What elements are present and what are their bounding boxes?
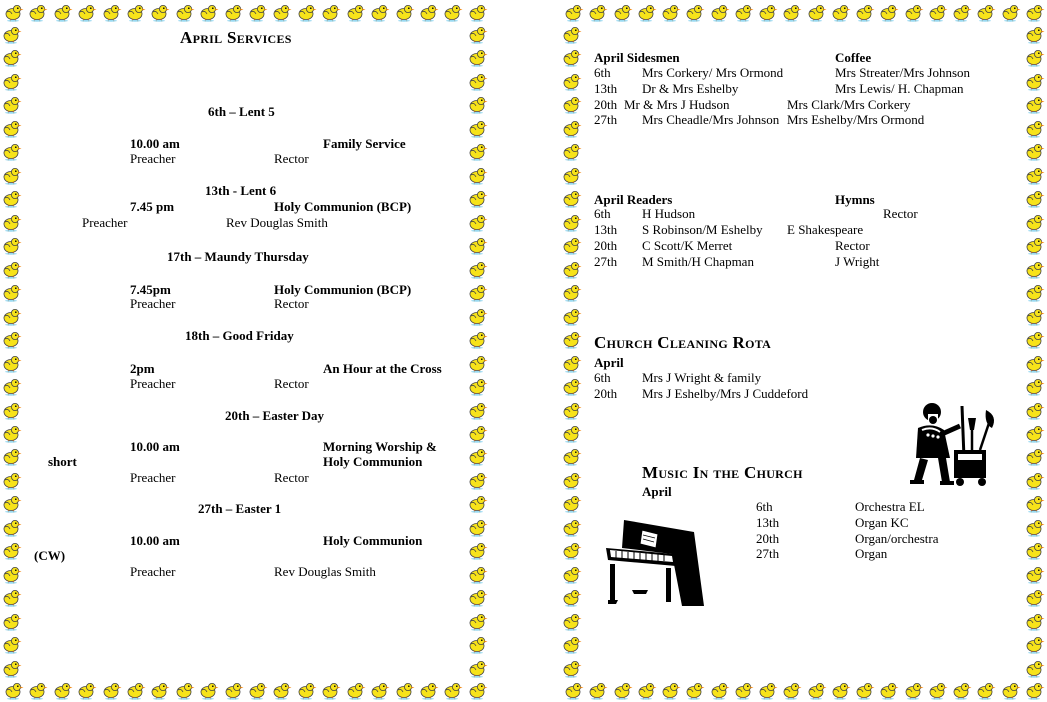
chick-icon xyxy=(0,587,22,607)
chick-icon xyxy=(0,118,22,138)
coffee-name: Mrs Streater/Mrs Johnson xyxy=(835,65,971,80)
chick-icon xyxy=(0,212,22,232)
chick-icon xyxy=(368,2,390,22)
chick-icon xyxy=(1023,587,1045,607)
preacher-label: Preacher xyxy=(130,470,176,485)
chick-icon xyxy=(0,658,22,678)
chick-icon xyxy=(853,680,875,700)
chick-icon xyxy=(560,517,582,537)
service-name: Family Service xyxy=(323,136,406,151)
chick-icon xyxy=(659,2,681,22)
chick-icon xyxy=(1023,634,1045,654)
chick-icon xyxy=(0,94,22,114)
service-overflow-text: (CW) xyxy=(34,548,66,563)
chick-icon xyxy=(560,493,582,513)
chick-icon xyxy=(560,423,582,443)
cleaning-date: 6th xyxy=(594,370,611,385)
piano-clipart xyxy=(602,514,708,612)
chick-icon xyxy=(0,165,22,185)
chick-icon xyxy=(270,2,292,22)
chick-icon xyxy=(26,2,48,22)
chick-icon xyxy=(560,446,582,466)
service-day: 6th – Lent 5 xyxy=(208,104,275,119)
chick-icon xyxy=(560,282,582,302)
chick-icon xyxy=(466,24,488,44)
service-time: 10.00 am xyxy=(130,533,180,548)
chick-icon xyxy=(319,680,341,700)
chick-icon xyxy=(466,446,488,466)
sidesmen-date: 27th xyxy=(594,112,618,127)
chick-icon xyxy=(2,2,24,22)
sidesmen-name: Dr & Mrs Eshelby xyxy=(642,81,739,96)
chick-icon xyxy=(0,376,22,396)
chick-icon xyxy=(2,680,24,700)
chick-icon xyxy=(902,680,924,700)
coffee-name: Mrs Lewis/ H. Chapman xyxy=(835,81,964,96)
chick-icon xyxy=(148,680,170,700)
chick-icon xyxy=(0,306,22,326)
chick-icon xyxy=(441,680,463,700)
service-time: 2pm xyxy=(130,361,155,376)
hymns-name: J Wright xyxy=(835,254,880,269)
chick-icon xyxy=(466,680,488,700)
chick-icon xyxy=(560,235,582,255)
cleaning-month: April xyxy=(594,355,624,370)
chick-icon xyxy=(560,658,582,678)
chick-icon xyxy=(75,680,97,700)
chick-icon xyxy=(560,587,582,607)
chick-icon xyxy=(0,329,22,349)
chick-icon xyxy=(246,680,268,700)
service-day: 17th – Maundy Thursday xyxy=(167,249,309,264)
chick-icon xyxy=(295,680,317,700)
chick-icon xyxy=(560,470,582,490)
chick-icon xyxy=(635,2,657,22)
chick-border-bottom xyxy=(0,680,490,702)
chick-icon xyxy=(100,680,122,700)
chick-icon xyxy=(466,212,488,232)
chick-icon xyxy=(466,306,488,326)
chick-icon xyxy=(708,2,730,22)
chick-icon xyxy=(1023,376,1045,396)
chick-icon xyxy=(0,24,22,44)
chick-icon xyxy=(466,282,488,302)
chick-icon xyxy=(466,71,488,91)
chick-icon xyxy=(805,2,827,22)
chick-icon xyxy=(683,680,705,700)
chick-border-right xyxy=(466,24,490,678)
chick-icon xyxy=(0,71,22,91)
chick-icon xyxy=(393,2,415,22)
readers-date: 27th xyxy=(594,254,618,269)
chick-icon xyxy=(466,188,488,208)
chick-icon xyxy=(26,680,48,700)
chick-icon xyxy=(466,376,488,396)
chick-icon xyxy=(1023,165,1045,185)
chick-icon xyxy=(974,680,996,700)
chick-icon xyxy=(560,165,582,185)
chick-icon xyxy=(560,259,582,279)
chick-icon xyxy=(999,2,1021,22)
cleaning-rota-title: Church Cleaning Rota xyxy=(594,333,772,352)
chick-icon xyxy=(756,2,778,22)
preacher-label: Preacher xyxy=(130,151,176,166)
chick-icon xyxy=(1023,47,1045,67)
readers-header: April Readers xyxy=(594,192,673,207)
service-overflow-text: short xyxy=(48,454,77,469)
readers-name: M Smith/H Chapman xyxy=(642,254,754,269)
chick-icon xyxy=(368,680,390,700)
chick-icon xyxy=(877,680,899,700)
chick-icon xyxy=(853,2,875,22)
chick-icon xyxy=(586,680,608,700)
chick-icon xyxy=(560,306,582,326)
chick-icon xyxy=(974,2,996,22)
chick-icon xyxy=(1023,470,1045,490)
chick-icon xyxy=(683,2,705,22)
cleaning-name: Mrs J Eshelby/Mrs J Cuddeford xyxy=(642,386,809,401)
service-name: Morning Worship & xyxy=(323,439,437,454)
left-page xyxy=(0,0,490,702)
coffee-name: Mrs Eshelby/Mrs Ormond xyxy=(787,112,925,127)
hymns-name: Rector xyxy=(835,238,870,253)
chick-icon xyxy=(560,611,582,631)
right-page xyxy=(560,0,1047,702)
readers-date: 20th xyxy=(594,238,618,253)
music-date: 13th xyxy=(756,515,780,530)
chick-icon xyxy=(466,540,488,560)
sidesmen-name: Mrs Corkery/ Mrs Ormond xyxy=(642,65,784,80)
chick-icon xyxy=(805,680,827,700)
chick-icon xyxy=(466,235,488,255)
chick-icon xyxy=(466,353,488,373)
sidesmen-name: Mrs Cheadle/Mrs Johnson xyxy=(642,112,780,127)
chick-icon xyxy=(466,470,488,490)
service-name: Holy Communion (BCP) xyxy=(274,282,412,297)
chick-icon xyxy=(0,611,22,631)
chick-icon xyxy=(732,680,754,700)
chick-icon xyxy=(0,517,22,537)
chick-icon xyxy=(1023,306,1045,326)
chick-icon xyxy=(466,493,488,513)
chick-icon xyxy=(1023,282,1045,302)
chick-icon xyxy=(1023,423,1045,443)
service-name-line2: Holy Communion xyxy=(323,454,423,469)
chick-icon xyxy=(1023,611,1045,631)
service-name: Holy Communion xyxy=(323,533,423,548)
chick-icon xyxy=(0,446,22,466)
chick-icon xyxy=(1023,353,1045,373)
preacher-name: Rector xyxy=(274,470,309,485)
chick-icon xyxy=(560,329,582,349)
hymns-name: E Shakespeare xyxy=(787,222,864,237)
chick-icon xyxy=(0,353,22,373)
chick-icon xyxy=(466,259,488,279)
chick-icon xyxy=(466,2,488,22)
chick-icon xyxy=(0,188,22,208)
preacher-label: Preacher xyxy=(130,296,176,311)
chick-icon xyxy=(560,71,582,91)
chick-icon xyxy=(1023,118,1045,138)
service-time: 10.00 am xyxy=(130,439,180,454)
chick-icon xyxy=(1023,400,1045,420)
chick-icon xyxy=(586,2,608,22)
service-day: 18th – Good Friday xyxy=(185,328,294,343)
chick-icon xyxy=(466,400,488,420)
chick-border-left xyxy=(560,24,584,678)
chick-icon xyxy=(560,376,582,396)
chick-icon xyxy=(560,188,582,208)
chick-icon xyxy=(999,680,1021,700)
chick-icon xyxy=(270,680,292,700)
chick-icon xyxy=(902,2,924,22)
chick-icon xyxy=(560,634,582,654)
sidesmen-name: Mr & Mrs J Hudson xyxy=(624,97,730,112)
chick-icon xyxy=(466,658,488,678)
chick-border-top xyxy=(560,2,1047,24)
chick-icon xyxy=(560,212,582,232)
music-date: 6th xyxy=(756,499,773,514)
readers-name: H Hudson xyxy=(642,206,696,221)
chick-icon xyxy=(466,517,488,537)
chick-icon xyxy=(466,634,488,654)
music-name: Organ xyxy=(855,546,888,561)
chick-icon xyxy=(466,611,488,631)
music-month: April xyxy=(642,484,672,499)
chick-icon xyxy=(950,2,972,22)
chick-icon xyxy=(560,141,582,161)
readers-date: 13th xyxy=(594,222,618,237)
preacher-label: Preacher xyxy=(130,564,176,579)
music-date: 20th xyxy=(756,531,780,546)
chick-icon xyxy=(466,94,488,114)
preacher-name: Rector xyxy=(274,376,309,391)
chick-icon xyxy=(560,564,582,584)
chick-icon xyxy=(708,680,730,700)
chick-icon xyxy=(173,680,195,700)
chick-icon xyxy=(466,118,488,138)
chick-icon xyxy=(441,2,463,22)
chick-icon xyxy=(1023,517,1045,537)
readers-name: C Scott/K Merret xyxy=(642,238,733,253)
coffee-name: Mrs Clark/Mrs Corkery xyxy=(787,97,911,112)
sidesmen-date: 6th xyxy=(594,65,611,80)
chick-icon xyxy=(1023,446,1045,466)
chick-icon xyxy=(877,2,899,22)
chick-border-right xyxy=(1023,24,1047,678)
chick-icon xyxy=(0,400,22,420)
chick-border-bottom xyxy=(560,680,1047,702)
chick-icon xyxy=(319,2,341,22)
chick-icon xyxy=(732,2,754,22)
chick-icon xyxy=(1023,493,1045,513)
preacher-label: Preacher xyxy=(130,376,176,391)
chick-icon xyxy=(611,2,633,22)
chick-icon xyxy=(466,564,488,584)
sidesmen-date: 13th xyxy=(594,81,618,96)
chick-icon xyxy=(926,2,948,22)
hymns-name: Rector xyxy=(883,206,918,221)
chick-icon xyxy=(466,165,488,185)
chick-icon xyxy=(1023,658,1045,678)
chick-icon xyxy=(0,540,22,560)
chick-icon xyxy=(1023,259,1045,279)
chick-icon xyxy=(466,423,488,443)
chick-icon xyxy=(417,680,439,700)
chick-icon xyxy=(75,2,97,22)
chick-icon xyxy=(222,2,244,22)
preacher-label: Preacher xyxy=(82,215,128,230)
chick-icon xyxy=(756,680,778,700)
chick-icon xyxy=(124,2,146,22)
chick-icon xyxy=(659,680,681,700)
chick-icon xyxy=(950,680,972,700)
preacher-name: Rector xyxy=(274,296,309,311)
chick-icon xyxy=(295,2,317,22)
chick-icon xyxy=(1023,94,1045,114)
service-name: Holy Communion (BCP) xyxy=(274,199,412,214)
chick-icon xyxy=(148,2,170,22)
service-day: 27th – Easter 1 xyxy=(198,501,282,516)
chick-icon xyxy=(1023,71,1045,91)
cleaning-name: Mrs J Wright & family xyxy=(642,370,762,385)
chick-icon xyxy=(0,634,22,654)
chick-icon xyxy=(417,2,439,22)
chick-icon xyxy=(0,47,22,67)
chick-border-left xyxy=(0,24,24,678)
chick-icon xyxy=(197,680,219,700)
chick-icon xyxy=(1023,188,1045,208)
chick-icon xyxy=(344,680,366,700)
hymns-header: Hymns xyxy=(835,192,875,207)
chick-icon xyxy=(0,493,22,513)
chick-icon xyxy=(560,24,582,44)
chick-icon xyxy=(1023,212,1045,232)
chick-icon xyxy=(562,2,584,22)
music-name: Organ/orchestra xyxy=(855,531,939,546)
chick-icon xyxy=(1023,540,1045,560)
service-day: 13th - Lent 6 xyxy=(205,183,277,198)
chick-icon xyxy=(560,540,582,560)
chick-border-top xyxy=(0,2,490,24)
chick-icon xyxy=(466,141,488,161)
chick-icon xyxy=(1023,2,1045,22)
chick-icon xyxy=(466,587,488,607)
april-services-title: April Services xyxy=(180,28,292,47)
service-day: 20th – Easter Day xyxy=(225,408,325,423)
chick-icon xyxy=(562,680,584,700)
chick-icon xyxy=(51,2,73,22)
chick-icon xyxy=(0,235,22,255)
chick-icon xyxy=(0,423,22,443)
chick-icon xyxy=(0,470,22,490)
chick-icon xyxy=(1023,564,1045,584)
chick-icon xyxy=(926,680,948,700)
chick-icon xyxy=(1023,235,1045,255)
chick-icon xyxy=(1023,141,1045,161)
chick-icon xyxy=(560,118,582,138)
chick-icon xyxy=(0,282,22,302)
chick-icon xyxy=(222,680,244,700)
chick-icon xyxy=(197,2,219,22)
chick-icon xyxy=(100,2,122,22)
chick-icon xyxy=(780,680,802,700)
sidesmen-date: 20th xyxy=(594,97,618,112)
chick-icon xyxy=(0,141,22,161)
music-date: 27th xyxy=(756,546,780,561)
service-name: An Hour at the Cross xyxy=(323,361,442,376)
music-name: Orchestra EL xyxy=(855,499,925,514)
service-time: 10.00 am xyxy=(130,136,180,151)
chick-icon xyxy=(780,2,802,22)
chick-icon xyxy=(829,680,851,700)
coffee-header: Coffee xyxy=(835,50,872,65)
cleaner-clipart xyxy=(906,398,1002,488)
chick-icon xyxy=(829,2,851,22)
page-gutter xyxy=(490,0,560,702)
music-name: Organ KC xyxy=(855,515,909,530)
chick-icon xyxy=(1023,24,1045,44)
preacher-name: Rector xyxy=(274,151,309,166)
chick-icon xyxy=(611,680,633,700)
chick-icon xyxy=(466,329,488,349)
chick-icon xyxy=(51,680,73,700)
chick-icon xyxy=(173,2,195,22)
readers-date: 6th xyxy=(594,206,611,221)
chick-icon xyxy=(560,400,582,420)
music-title: Music In the Church xyxy=(642,463,803,482)
preacher-name: Rev Douglas Smith xyxy=(274,564,376,579)
chick-icon xyxy=(0,564,22,584)
readers-name: S Robinson/M Eshelby xyxy=(642,222,763,237)
service-time: 7.45pm xyxy=(130,282,171,297)
chick-icon xyxy=(124,680,146,700)
service-time: 7.45 pm xyxy=(130,199,175,214)
chick-icon xyxy=(1023,680,1045,700)
chick-icon xyxy=(1023,329,1045,349)
chick-icon xyxy=(344,2,366,22)
preacher-name: Rev Douglas Smith xyxy=(226,215,328,230)
chick-icon xyxy=(560,353,582,373)
chick-icon xyxy=(0,259,22,279)
chick-icon xyxy=(466,47,488,67)
chick-icon xyxy=(393,680,415,700)
chick-icon xyxy=(560,47,582,67)
chick-icon xyxy=(246,2,268,22)
chick-icon xyxy=(560,94,582,114)
chick-icon xyxy=(635,680,657,700)
cleaning-date: 20th xyxy=(594,386,618,401)
sidesmen-header: April Sidesmen xyxy=(594,50,680,65)
